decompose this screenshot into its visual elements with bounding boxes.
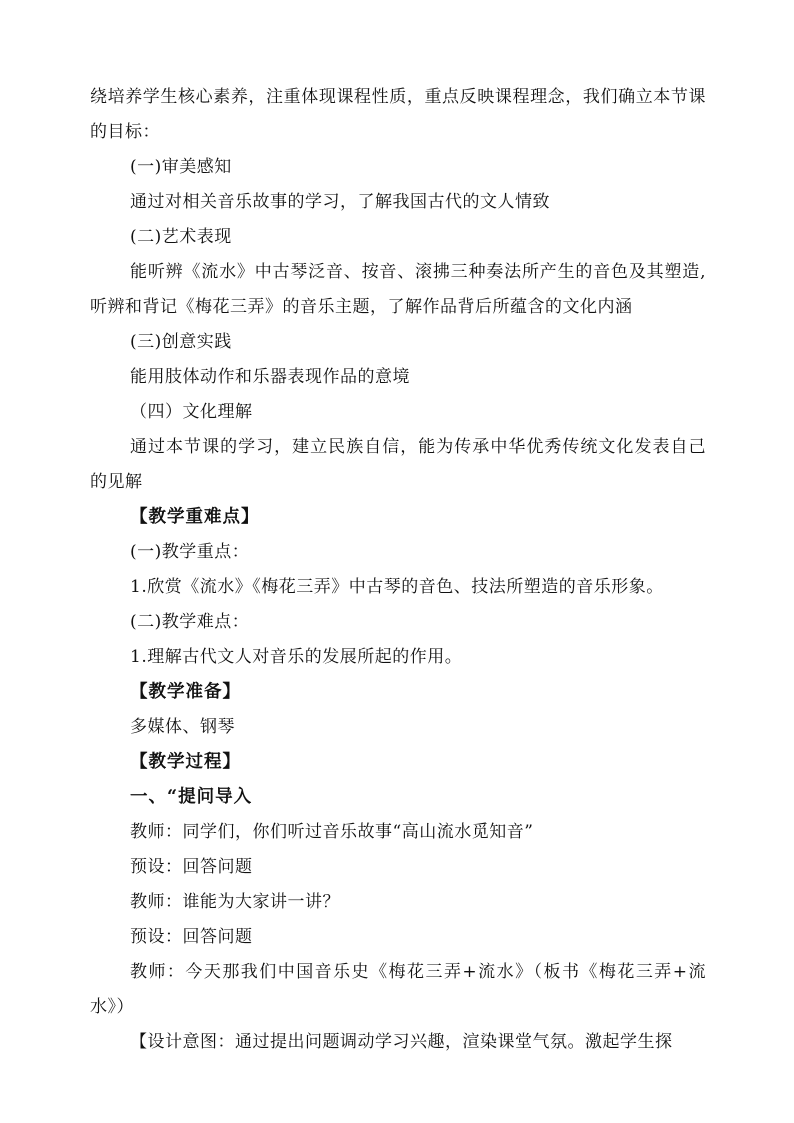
paragraph-difficult-point-1: 1.理解古代文人对音乐的发展所起的作用。 bbox=[130, 647, 463, 667]
paragraph-objectives-intro: 绕培养学生核心素养，注重体现课程性质，重点反映课程理念，我们确立本节课的目标： bbox=[90, 87, 706, 142]
paragraph-teaching-preparation: 多媒体、钢琴 bbox=[130, 717, 235, 737]
heading-teaching-preparation: 【教学准备】 bbox=[130, 682, 241, 702]
section-heading-creative-practice: (三)创意实践 bbox=[130, 332, 232, 352]
heading-question-introduction: 一、“提问导入 bbox=[130, 787, 253, 807]
paragraph-teacher-question-1: 教师：同学们，你们听过音乐故事“高山流水觅知音” bbox=[130, 822, 534, 842]
paragraph-cultural-understanding: 通过本节课的学习，建立民族自信，能为传承中华优秀传统文化发表自己的见解 bbox=[90, 437, 706, 492]
subheading-key-points: (一)教学重点： bbox=[130, 542, 250, 562]
paragraph-key-point-1: 1.欣赏《流水》《梅花三弄》中古琴的音色、技法所塑造的音乐形象。 bbox=[130, 577, 664, 597]
document-page bbox=[90, 80, 706, 1060]
paragraph-teacher-topic: 教师：今天那我们中国音乐史《梅花三弄+流水》（板书《梅花三弄+流水》） bbox=[90, 962, 706, 1017]
section-heading-aesthetic-perception: (一)审美感知 bbox=[130, 157, 232, 177]
heading-key-difficult-points: 【教学重难点】 bbox=[130, 507, 260, 527]
paragraph-design-intent: 【设计意图：通过提出问题调动学习兴趣，渲染课堂气氛。激起学生探 bbox=[130, 1032, 673, 1052]
paragraph-creative-practice: 能用肢体动作和乐器表现作品的意境 bbox=[130, 367, 410, 387]
subheading-difficult-points: (二)教学难点： bbox=[130, 612, 250, 632]
section-heading-cultural-understanding: （四）文化理解 bbox=[130, 402, 253, 422]
paragraph-expected-answer-2: 预设：回答问题 bbox=[130, 927, 253, 947]
paragraph-artistic-expression: 能听辨《流水》中古琴泛音、按音、滚拂三种奏法所产生的音色及其塑造,听辨和背记《梅花三弄》的音乐主题，了解作品背后所蕴含的文化内涵 bbox=[90, 262, 706, 317]
paragraph-expected-answer-1: 预设：回答问题 bbox=[130, 857, 253, 877]
section-heading-artistic-expression: (二)艺术表现 bbox=[130, 227, 232, 247]
paragraph-aesthetic-perception: 通过对相关音乐故事的学习，了解我国古代的文人情致 bbox=[130, 192, 550, 212]
heading-teaching-process: 【教学过程】 bbox=[130, 752, 241, 772]
paragraph-teacher-question-2: 教师：谁能为大家讲一讲？ bbox=[130, 892, 340, 912]
